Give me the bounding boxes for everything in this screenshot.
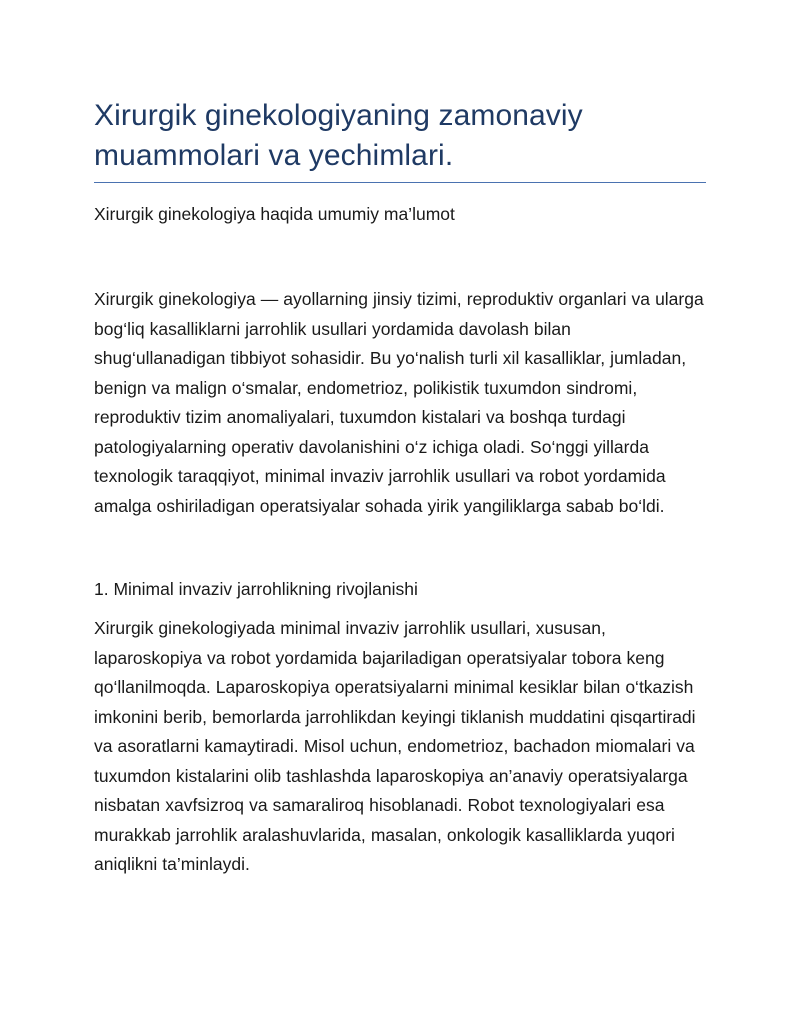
intro-paragraph: Xirurgik ginekologiya — ayollarning jinsiy tizimi, reproduktiv organlari va ularga bog‘liq kasalliklarni jarrohlik usullari yordamida davolash bilan shug‘ullanadigan tibbiyot sohasidir. Bu yo‘nalish turli xil kasalliklar, jumladan, benign va malign o‘smalar, endometrioz, polikistik tuxumdon sindromi, reproduktiv tizim anomaliyalari, tuxumdon kistalari va boshqa turdagi patologiyalarning operativ davolanishini o‘z ichiga oladi. So‘nggi yillarda texnologik taraqqiyot, minimal invaziv jarrohlik usullari va robot yordamida amalga oshiriladigan operatsiyalar sohada yirik yangiliklarga sabab bo‘ldi. [94,289,704,516]
document-subtitle: Xirurgik ginekologiya haqida umumiy ma’lumot [94,204,455,224]
section-heading: 1. Minimal invaziv jarrohlikning rivojlanishi [94,579,418,599]
document-page [94,96,706,880]
document-title: Xirurgik ginekologiyaning zamonaviy muammolari va yechimlari. [94,96,706,183]
section-paragraph: Xirurgik ginekologiyada minimal invaziv jarrohlik usullari, xususan, laparoskopiya va robot yordamida bajariladigan operatsiyalar tobora keng qo‘llanilmoqda. Laparoskopiya operatsiyalarni minimal kesiklar bilan o‘tkazish imkonini berib, bemorlarda jarrohlikdan keyingi tiklanish muddatini qisqartiradi va asoratlarni kamaytiradi. Misol uchun, endometrioz, bachadon miomalari va tuxumdon kistalarini olib tashlashda laparoskopiya an’anaviy operatsiyalarga nisbatan xavfsizroq va samaraliroq hisoblanadi. Robot texnologiyalari esa murakkab jarrohlik aralashuvlarida, masalan, onkologik kasalliklarda yuqori aniqlikni ta’minlaydi. [94,618,696,874]
